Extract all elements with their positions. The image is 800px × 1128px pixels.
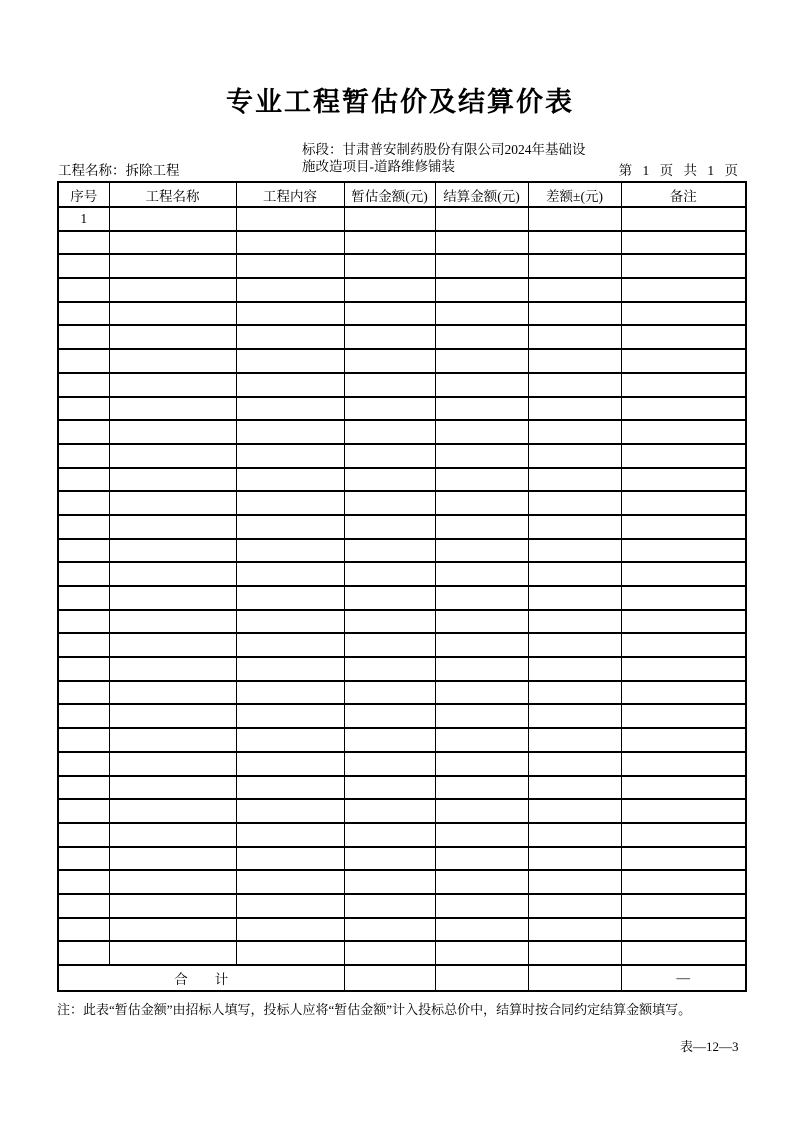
table-cell — [236, 562, 344, 586]
table-row — [58, 468, 746, 492]
table-cell — [236, 373, 344, 397]
table-cell — [435, 799, 528, 823]
estimate-price-table — [57, 181, 747, 992]
table-cell — [344, 278, 435, 302]
total-remark-cell: — — [621, 965, 746, 991]
column-header-settlement-amount: 结算金额(元) — [435, 182, 528, 207]
table-cell — [236, 776, 344, 800]
table-cell — [58, 610, 109, 634]
table-cell — [236, 231, 344, 255]
table-cell — [621, 870, 746, 894]
table-cell — [344, 633, 435, 657]
table-cell — [528, 302, 621, 326]
table-cell — [109, 515, 236, 539]
table-cell — [435, 302, 528, 326]
table-cell — [236, 278, 344, 302]
footnote: 注：此表“暂估金额”由招标人填写，投标人应将“暂估金额”计入投标总价中，结算时按合同约定结算金额填写。 — [57, 1002, 692, 1017]
page-title: 专业工程暂估价及结算价表 — [226, 87, 574, 117]
table-cell — [109, 704, 236, 728]
table-cell — [621, 515, 746, 539]
table-cell — [109, 254, 236, 278]
column-header-remark: 备注 — [621, 182, 746, 207]
column-header-project-content: 工程内容 — [236, 182, 344, 207]
table-cell — [344, 325, 435, 349]
table-cell — [236, 681, 344, 705]
table-cell — [58, 704, 109, 728]
table-cell — [621, 562, 746, 586]
table-cell — [528, 728, 621, 752]
table-cell — [58, 397, 109, 421]
table-cell — [435, 539, 528, 563]
table-cell — [58, 752, 109, 776]
table-cell — [528, 941, 621, 965]
table-cell — [58, 325, 109, 349]
table-cell — [528, 847, 621, 871]
table-cell: 1 — [58, 207, 109, 231]
table-row — [58, 278, 746, 302]
section-info — [302, 142, 586, 175]
table-cell — [528, 373, 621, 397]
table-row — [58, 562, 746, 586]
table-cell — [58, 586, 109, 610]
total-difference-cell — [528, 965, 621, 991]
table-cell — [58, 349, 109, 373]
table-cell — [344, 302, 435, 326]
table-cell — [236, 302, 344, 326]
table-cell — [435, 681, 528, 705]
table-body — [58, 207, 746, 965]
table-cell — [621, 349, 746, 373]
table-row — [58, 918, 746, 942]
table-cell — [109, 752, 236, 776]
table-cell — [236, 207, 344, 231]
table-cell — [58, 444, 109, 468]
table-cell — [435, 610, 528, 634]
table-cell — [528, 515, 621, 539]
table-cell — [621, 610, 746, 634]
table-cell — [528, 752, 621, 776]
table-cell — [109, 302, 236, 326]
table-row — [58, 444, 746, 468]
table-cell — [528, 278, 621, 302]
table-cell — [621, 207, 746, 231]
table-cell — [58, 941, 109, 965]
table-cell — [344, 562, 435, 586]
table-row — [58, 823, 746, 847]
table-cell — [528, 468, 621, 492]
table-cell — [109, 207, 236, 231]
table-cell — [435, 776, 528, 800]
table-cell — [236, 325, 344, 349]
table-cell — [236, 610, 344, 634]
table-cell — [344, 776, 435, 800]
table-row — [58, 633, 746, 657]
table-cell — [621, 776, 746, 800]
table-row — [58, 681, 746, 705]
table-cell — [621, 254, 746, 278]
table-cell — [435, 515, 528, 539]
table-cell — [344, 728, 435, 752]
table-cell — [435, 941, 528, 965]
table-cell — [528, 918, 621, 942]
table-row — [58, 302, 746, 326]
table-cell — [621, 586, 746, 610]
table-cell — [621, 941, 746, 965]
table-cell — [528, 633, 621, 657]
table-cell — [58, 823, 109, 847]
table-row — [58, 728, 746, 752]
table-cell — [58, 420, 109, 444]
total-settlement-cell — [435, 965, 528, 991]
table-cell — [528, 325, 621, 349]
table-cell — [109, 420, 236, 444]
table-row — [58, 776, 746, 800]
table-row — [58, 657, 746, 681]
table-cell — [236, 444, 344, 468]
table-cell — [236, 752, 344, 776]
table-cell — [58, 254, 109, 278]
table-cell — [109, 325, 236, 349]
table-cell — [109, 941, 236, 965]
table-cell — [236, 420, 344, 444]
table-cell — [236, 704, 344, 728]
table-cell — [109, 397, 236, 421]
table-cell — [58, 373, 109, 397]
table-cell — [528, 349, 621, 373]
table-cell — [109, 562, 236, 586]
table-cell — [58, 847, 109, 871]
table-row — [58, 491, 746, 515]
table-cell — [109, 468, 236, 492]
table-cell — [344, 491, 435, 515]
table-cell — [528, 207, 621, 231]
table-cell — [344, 894, 435, 918]
table-cell — [236, 539, 344, 563]
table-cell — [528, 586, 621, 610]
table-cell — [435, 562, 528, 586]
table-cell — [236, 918, 344, 942]
table-cell — [435, 704, 528, 728]
table-cell — [344, 752, 435, 776]
table-cell — [58, 468, 109, 492]
table-cell — [528, 539, 621, 563]
table-cell — [621, 397, 746, 421]
table-cell — [236, 586, 344, 610]
table-cell — [344, 704, 435, 728]
table-cell — [58, 278, 109, 302]
table-cell — [528, 704, 621, 728]
table-cell — [58, 894, 109, 918]
table-cell — [621, 468, 746, 492]
total-label: 合 计 — [58, 965, 344, 991]
table-cell — [344, 444, 435, 468]
table-cell — [236, 515, 344, 539]
table-cell — [435, 207, 528, 231]
section-line-2: 施改造项目-道路维修铺装 — [302, 158, 455, 174]
table-cell — [344, 254, 435, 278]
table-cell — [528, 823, 621, 847]
table-cell — [621, 444, 746, 468]
table-cell — [236, 799, 344, 823]
table-cell — [621, 894, 746, 918]
table-cell — [344, 373, 435, 397]
table-cell — [236, 349, 344, 373]
table-cell — [621, 302, 746, 326]
table-cell — [528, 397, 621, 421]
table-cell — [621, 278, 746, 302]
table-cell — [58, 918, 109, 942]
table-cell — [528, 799, 621, 823]
total-row — [58, 965, 746, 991]
table-cell — [435, 491, 528, 515]
table-cell — [528, 420, 621, 444]
table-row — [58, 610, 746, 634]
table-cell — [236, 468, 344, 492]
table-cell — [528, 491, 621, 515]
table-cell — [344, 918, 435, 942]
column-header-difference: 差额±(元) — [528, 182, 621, 207]
table-cell — [109, 539, 236, 563]
table-cell — [435, 657, 528, 681]
table-row — [58, 752, 746, 776]
table-cell — [109, 444, 236, 468]
table-cell — [621, 633, 746, 657]
table-cell — [528, 610, 621, 634]
table-cell — [528, 894, 621, 918]
table-cell — [58, 539, 109, 563]
table-cell — [435, 278, 528, 302]
table-cell — [109, 870, 236, 894]
total-estimate-cell — [344, 965, 435, 991]
table-cell — [344, 657, 435, 681]
table-cell — [58, 302, 109, 326]
table-cell — [528, 657, 621, 681]
table-cell — [435, 728, 528, 752]
table-cell — [528, 681, 621, 705]
table-cell — [344, 586, 435, 610]
table-cell — [344, 823, 435, 847]
table-cell — [621, 373, 746, 397]
table-cell — [109, 894, 236, 918]
table-cell — [58, 515, 109, 539]
table-cell — [58, 562, 109, 586]
table-row — [58, 799, 746, 823]
table-cell — [109, 610, 236, 634]
table-row — [58, 847, 746, 871]
table-cell — [621, 799, 746, 823]
table-cell — [435, 468, 528, 492]
table-row — [58, 704, 746, 728]
table-row — [58, 207, 746, 231]
table-row — [58, 941, 746, 965]
table-cell — [435, 918, 528, 942]
table-cell — [58, 491, 109, 515]
table-cell — [58, 633, 109, 657]
table-cell — [109, 633, 236, 657]
table-cell — [236, 847, 344, 871]
table-cell — [435, 752, 528, 776]
table-header — [58, 182, 746, 207]
table-cell — [621, 231, 746, 255]
table-cell — [236, 657, 344, 681]
table-cell — [344, 941, 435, 965]
table-cell — [109, 823, 236, 847]
table-cell — [109, 681, 236, 705]
table-cell — [58, 728, 109, 752]
table-cell — [528, 254, 621, 278]
table-row — [58, 349, 746, 373]
table-cell — [621, 657, 746, 681]
table-cell — [109, 491, 236, 515]
table-cell — [109, 847, 236, 871]
table-cell — [435, 823, 528, 847]
table-cell — [435, 349, 528, 373]
table-cell — [109, 349, 236, 373]
header-row — [58, 182, 746, 207]
table-row — [58, 397, 746, 421]
table-cell — [344, 231, 435, 255]
table-cell — [435, 870, 528, 894]
table-cell — [435, 586, 528, 610]
table-cell — [109, 799, 236, 823]
table-cell — [58, 870, 109, 894]
table-cell — [236, 491, 344, 515]
table-cell — [344, 799, 435, 823]
table-row — [58, 515, 746, 539]
table-row — [58, 231, 746, 255]
table-cell — [435, 847, 528, 871]
table-cell — [344, 349, 435, 373]
table-row — [58, 539, 746, 563]
table-cell — [236, 397, 344, 421]
table-cell — [621, 491, 746, 515]
table-cell — [435, 397, 528, 421]
table-cell — [344, 681, 435, 705]
table-cell — [236, 254, 344, 278]
table-row — [58, 325, 746, 349]
table-cell — [344, 870, 435, 894]
table-cell — [58, 681, 109, 705]
table-cell — [344, 539, 435, 563]
table-cell — [528, 870, 621, 894]
table-footer — [58, 965, 746, 991]
table-cell — [109, 728, 236, 752]
section-line-1: 标段：甘肃普安制药股份有限公司2024年基础设 — [302, 142, 586, 157]
form-code: 表—12—3 — [680, 1039, 739, 1054]
table-cell — [109, 278, 236, 302]
table-cell — [344, 847, 435, 871]
table-cell — [435, 444, 528, 468]
table-cell — [236, 941, 344, 965]
table-row — [58, 254, 746, 278]
table-cell — [109, 373, 236, 397]
table-cell — [236, 894, 344, 918]
column-header-seq: 序号 — [58, 182, 109, 207]
table-cell — [344, 397, 435, 421]
column-header-estimate-amount: 暂估金额(元) — [344, 182, 435, 207]
table-cell — [58, 657, 109, 681]
table-row — [58, 373, 746, 397]
table-cell — [621, 728, 746, 752]
table-row — [58, 870, 746, 894]
table-cell — [58, 231, 109, 255]
table-cell — [621, 539, 746, 563]
table-cell — [528, 562, 621, 586]
table-cell — [528, 444, 621, 468]
table-cell — [236, 870, 344, 894]
table-cell — [435, 420, 528, 444]
table-cell — [435, 373, 528, 397]
column-header-project-name: 工程名称 — [109, 182, 236, 207]
table-cell — [621, 325, 746, 349]
table-cell — [621, 847, 746, 871]
table-cell — [109, 918, 236, 942]
table-cell — [109, 657, 236, 681]
table-cell — [344, 515, 435, 539]
table-cell — [58, 799, 109, 823]
table-cell — [58, 776, 109, 800]
table-cell — [109, 586, 236, 610]
table-cell — [435, 894, 528, 918]
table-cell — [344, 468, 435, 492]
table-cell — [621, 823, 746, 847]
table-cell — [435, 231, 528, 255]
table-cell — [109, 231, 236, 255]
page-number-info: 第 1 页 共 1 页 — [618, 163, 738, 178]
table-cell — [621, 681, 746, 705]
table-cell — [621, 704, 746, 728]
table-cell — [236, 728, 344, 752]
table-row — [58, 420, 746, 444]
table-row — [58, 894, 746, 918]
table-cell — [236, 823, 344, 847]
table-cell — [435, 325, 528, 349]
project-name-line: 工程名称：拆除工程 — [58, 163, 180, 178]
table-cell — [621, 752, 746, 776]
table-cell — [528, 776, 621, 800]
table-cell — [344, 207, 435, 231]
table-cell — [344, 610, 435, 634]
table-cell — [621, 420, 746, 444]
table-row — [58, 586, 746, 610]
table-cell — [435, 633, 528, 657]
table-cell — [528, 231, 621, 255]
table-cell — [435, 254, 528, 278]
table-cell — [236, 633, 344, 657]
table-cell — [621, 918, 746, 942]
table-cell — [109, 776, 236, 800]
table-cell — [344, 420, 435, 444]
